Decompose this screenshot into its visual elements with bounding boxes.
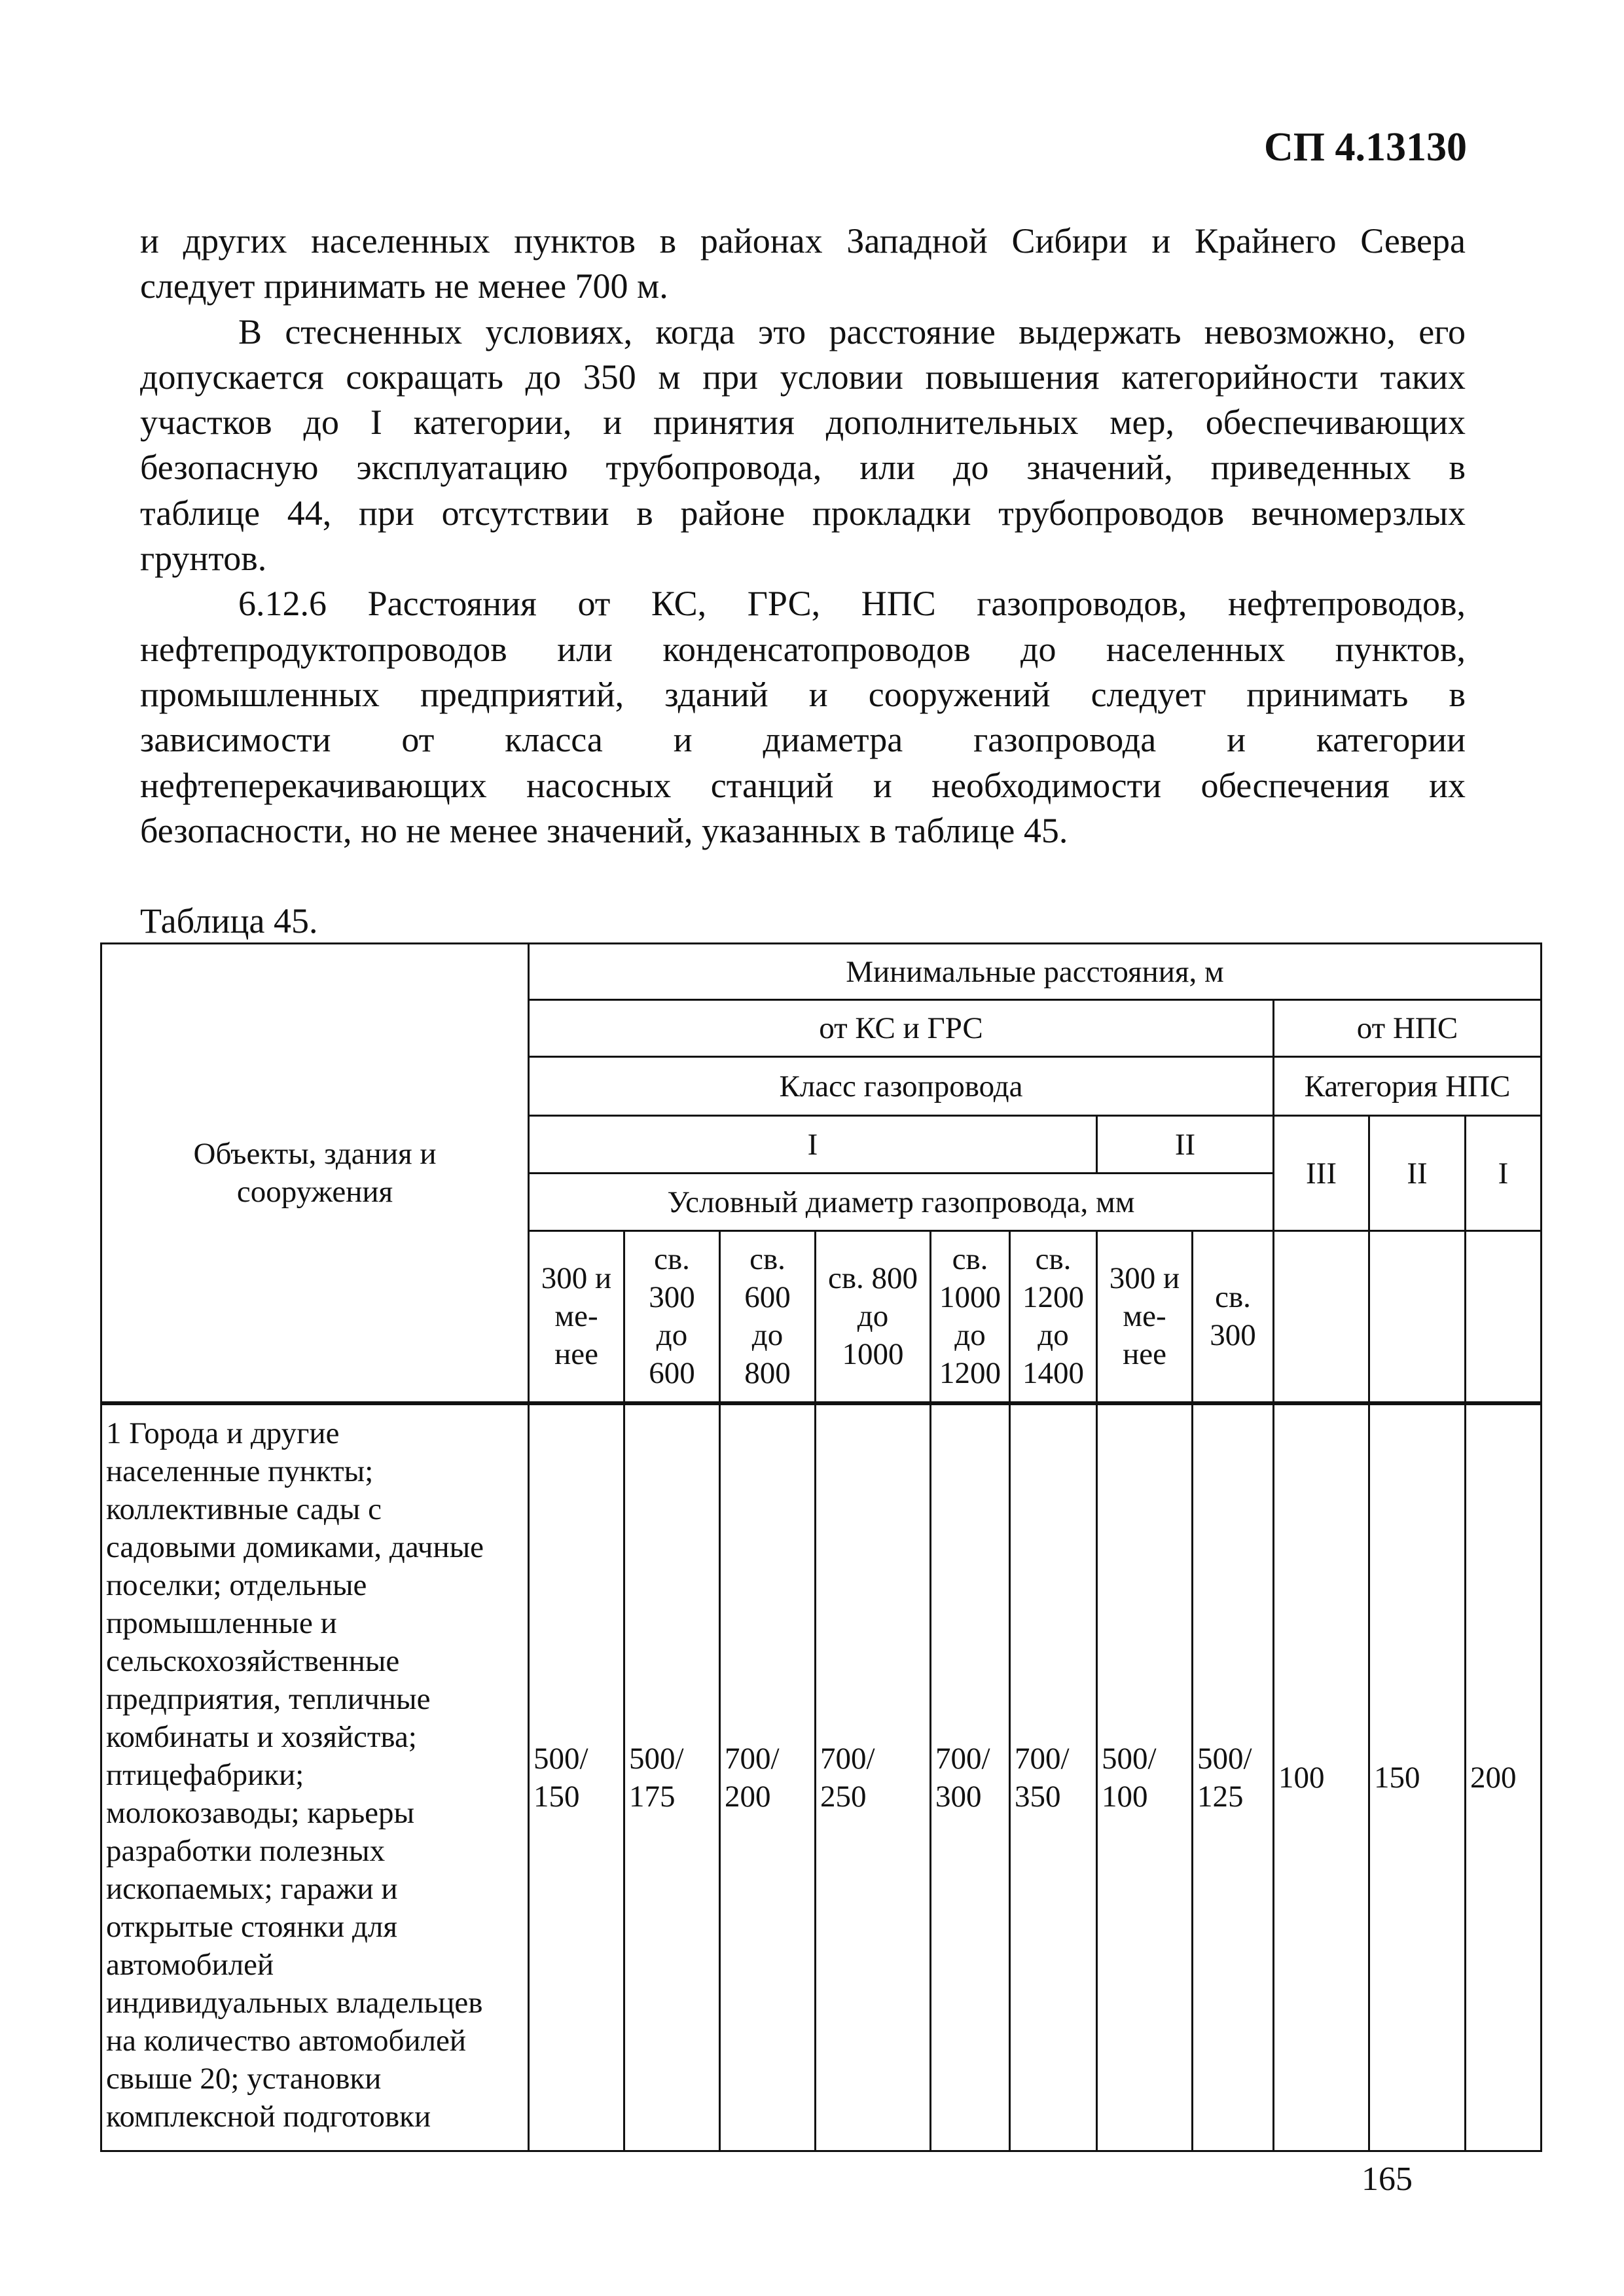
distance-table [100,942,1542,2152]
header-pipe-class: Класс газопровода [529,1057,1274,1116]
diameter-cell: св. 300 до 600 [624,1231,720,1403]
value-cell: 150 [1369,1403,1466,2151]
header-objects: Объекты, здания и сооружения [101,944,529,1403]
value-cell: 500/ 125 [1193,1403,1274,2151]
text-line: нефтепродуктопроводов или конденсатопроводов до населенных пунктов, [140,629,1466,669]
document-code: СП 4.13130 [1264,125,1467,170]
diameter-cell: св. 300 [1193,1231,1274,1403]
diameter-cell: св. 1000 до 1200 [931,1231,1010,1403]
header-cat-iii: III [1274,1116,1369,1231]
value-cell: 700/ 350 [1010,1403,1097,2151]
value-cell: 500/ 175 [624,1403,720,2151]
text-line: грунтов. [140,539,267,579]
object-cell: 1 Города и другие населенные пункты; коллективные сады с садовыми домиками, дачные поселки; отдельные промышленные и сельскохозяйственные предприятия, тепличные комбинаты и хозяйства; птицефабрики; молокозаводы; карьеры разработки полезных ископаемых; гаражи и открытые стоянки для автомобилей индивидуальных владельцев на количество автомобилей свыше 20; установки комплексной подготовки [101,1403,529,2151]
diameter-cell: св. 1200 до 1400 [1010,1231,1097,1403]
diameter-cell: 300 и ме- нее [1097,1231,1193,1403]
text-line: участков до I категории, и принятия дополнительных мер, обеспечивающих [140,403,1466,442]
table-caption: Таблица 45. [140,901,318,941]
header-class-i: I [529,1116,1097,1174]
text-line: промышленных предприятий, зданий и сооружений следует принимать в [140,674,1466,714]
text-line: безопасности, но не менее значений, указанных в таблице 45. [140,810,1068,850]
header-diameter: Условный диаметр газопровода, мм [529,1174,1274,1231]
diameter-cell: 300 и ме- нее [529,1231,624,1403]
empty-cell [1466,1231,1542,1403]
value-cell: 700/ 300 [931,1403,1010,2151]
body-text [140,219,1466,853]
value-cell: 200 [1466,1403,1542,2151]
text-line: зависимости от класса и диаметра газопровода и категории [140,720,1466,760]
diameter-cell: св. 600 до 800 [720,1231,816,1403]
text-line: 6.12.6 Расстояния от КС, ГРС, НПС газопроводов, нефтепроводов, [238,584,1466,624]
text-line: таблице 44, при отсутствии в районе прокладки трубопроводов вечномерзлых [140,493,1466,533]
text-line: допускается сокращать до 350 м при условии повышения категорийности таких [140,357,1466,397]
page-number: 165 [1362,2161,1413,2198]
paragraph-3 [140,581,1466,853]
header-cat-ii: II [1369,1116,1466,1231]
value-cell: 700/ 250 [816,1403,931,2151]
empty-cell [1274,1231,1369,1403]
table-row [101,1403,1542,2151]
value-cell: 100 [1274,1403,1369,2151]
header-cat-i: I [1466,1116,1542,1231]
paragraph-1 [140,219,1466,310]
value-cell: 500/ 100 [1097,1403,1193,2151]
header-from-ks-grs: от КС и ГРС [529,1000,1274,1057]
diameter-cell: св. 800 до 1000 [816,1231,931,1403]
header-min-distance: Минимальные расстояния, м [529,944,1542,1000]
header-class-ii: II [1097,1116,1274,1174]
text-line: и других населенных пунктов в районах Западной Сибири и Крайнего Севера [140,221,1466,260]
text-line: безопасную эксплуатацию трубопровода, или до значений, приведенных в [140,448,1466,488]
paragraph-2 [140,310,1466,582]
value-cell: 700/ 200 [720,1403,816,2151]
text-line: нефтеперекачивающих насосных станций и необходимости обеспечения их [140,765,1466,805]
empty-cell [1369,1231,1466,1403]
header-nps-category: Категория НПС [1274,1057,1542,1116]
text-line: В стесненных условиях, когда это расстояние выдержать невозможно, его [238,312,1466,351]
text-line: следует принимать не менее 700 м. [140,266,668,306]
header-from-nps: от НПС [1274,1000,1542,1057]
value-cell: 500/ 150 [529,1403,624,2151]
